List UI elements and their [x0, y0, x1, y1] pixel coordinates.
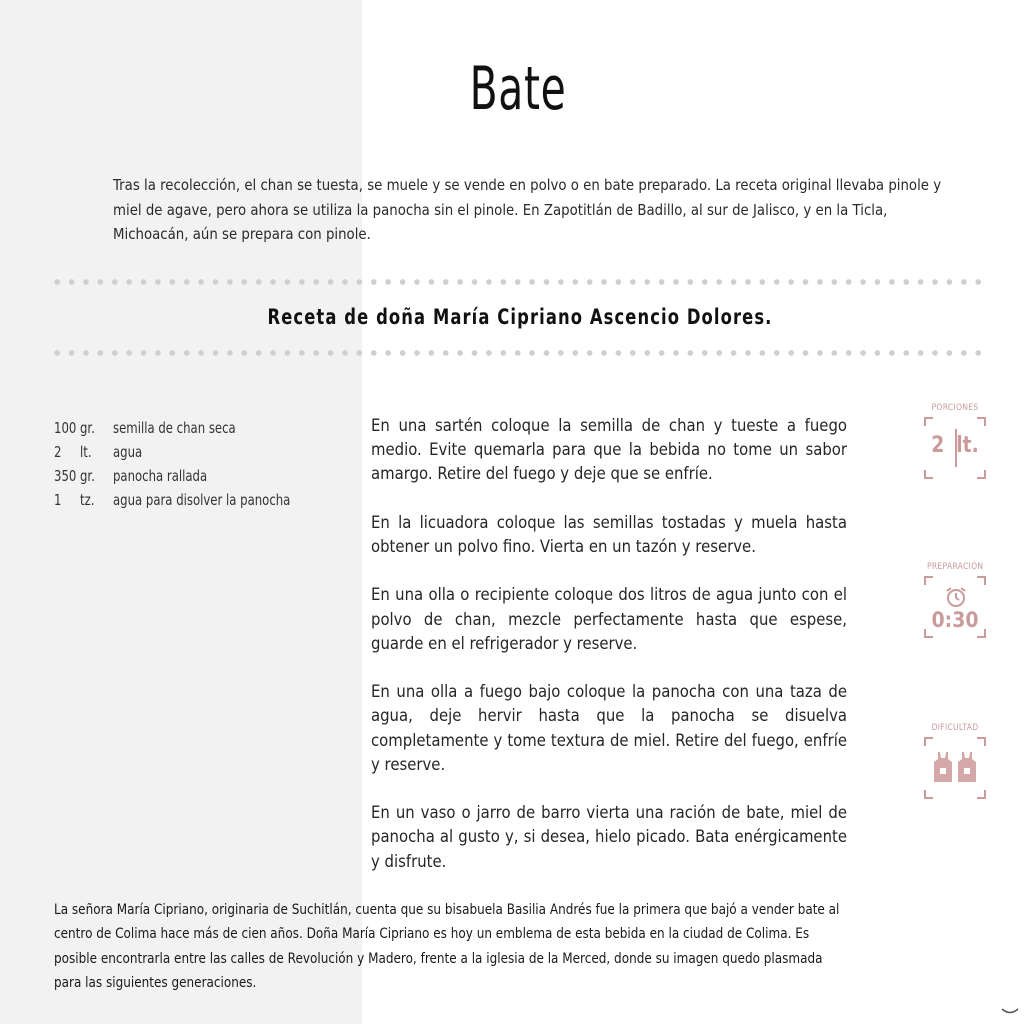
step-paragraph: En una olla a fuego bajo coloque la panocha con una taza de agua, deje hervir hasta que la panocha se disuelva completamente y tome textura de miel. Retire del fuego, enfríe y reserve.: [371, 682, 847, 775]
page-curl-icon: [1000, 1006, 1020, 1016]
left-gray-panel: [0, 0, 362, 1024]
portions-box: [922, 403, 988, 479]
preparation-steps: [371, 414, 847, 898]
history-paragraph: La señora María Cipriano, originaria de Suchitlán, cuenta que su bisabuela Basilia Andrés fue la primera que bajó a vender bate al centro de Colima hace más de cien años. Doña María Cipriano es hoy un emblema de esta bebida en la ciudad de Colima. Es posible encontrarla entre las calles de Revolución y Madero, frente a la iglesia de la Merced, donde su imagen quedo plasmada para las siguientes generaciones.: [54, 902, 840, 992]
step-paragraph: En una olla o recipiente coloque dos litros de agua junto con el polvo de chan, mezcle perfectamente hasta que espese, guarde en el refrigerador y reserve.: [371, 585, 847, 654]
ingredient-item: [54, 488, 354, 512]
ingredient-name: semilla de chan seca: [113, 419, 236, 437]
step-paragraph: En una sartén coloque la semilla de chan y tueste a fuego medio. Evite quemarla para que la bebida no tome un sabor amargo. Retire del fuego y deje que se enfríe.: [371, 416, 847, 485]
ingredient-name: agua para disolver la panocha: [113, 491, 291, 509]
intro-paragraph: Tras la recolección, el chan se tuesta, se muele y se vende en polvo o en bate preparado. La receta original llevaba pinole y miel de agave, pero ahora se utiliza la panocha sin el pinole. En Zapotitlán de Badillo, al sur de Jalisco, y en la Ticla, Michoacán, aún se prepara con pinole.: [113, 176, 942, 243]
difficulty-label: DIFICULTAD: [931, 723, 979, 733]
apron-icon: [932, 752, 980, 784]
preparation-frame: [924, 576, 986, 638]
ingredient-unit: tz.: [80, 491, 95, 509]
ingredient-unit: gr.: [80, 467, 95, 485]
portions-value: [929, 433, 982, 458]
ingredient-item: [54, 416, 354, 440]
preparation-value: 0:30: [931, 608, 979, 632]
ingredient-qty: 100: [54, 419, 77, 437]
ingredient-qty: 1: [54, 491, 62, 509]
ingredient-item: [54, 464, 354, 488]
portions-frame: [924, 417, 986, 479]
difficulty-frame: [924, 737, 986, 799]
ingredients-list: [54, 416, 354, 512]
ingredient-name: panocha rallada: [113, 467, 208, 485]
page-title: Bate: [469, 54, 567, 124]
ingredient-unit: lt.: [80, 443, 92, 461]
portions-number: 2: [931, 433, 945, 458]
ingredient-qty: 350: [54, 467, 77, 485]
alarm-clock-icon: [945, 586, 967, 608]
ingredient-name: agua: [113, 443, 143, 461]
dotted-divider-bottom: [50, 350, 990, 356]
ingredient-unit: gr.: [80, 419, 95, 437]
step-paragraph: En un vaso o jarro de barro vierta una ración de bate, miel de panocha al gusto y, si desea, hielo picado. Bata enérgicamente y disfrute.: [371, 803, 847, 872]
ingredient-qty: 2: [54, 443, 62, 461]
step-paragraph: En la licuadora coloque las semillas tostadas y muela hasta obtener un polvo fino. Vierta en un tazón y reserve.: [371, 512, 847, 557]
portions-label: PORCIONES: [931, 403, 979, 413]
preparation-label: PREPARACIÓN: [926, 562, 984, 572]
ingredient-item: [54, 440, 354, 464]
preparation-box: [922, 562, 988, 638]
recipe-author-heading: Receta de doña María Cipriano Ascencio Dolores.: [267, 305, 773, 329]
portions-unit: lt.: [956, 433, 979, 458]
difficulty-box: [922, 723, 988, 799]
dotted-divider-top: [50, 279, 990, 285]
